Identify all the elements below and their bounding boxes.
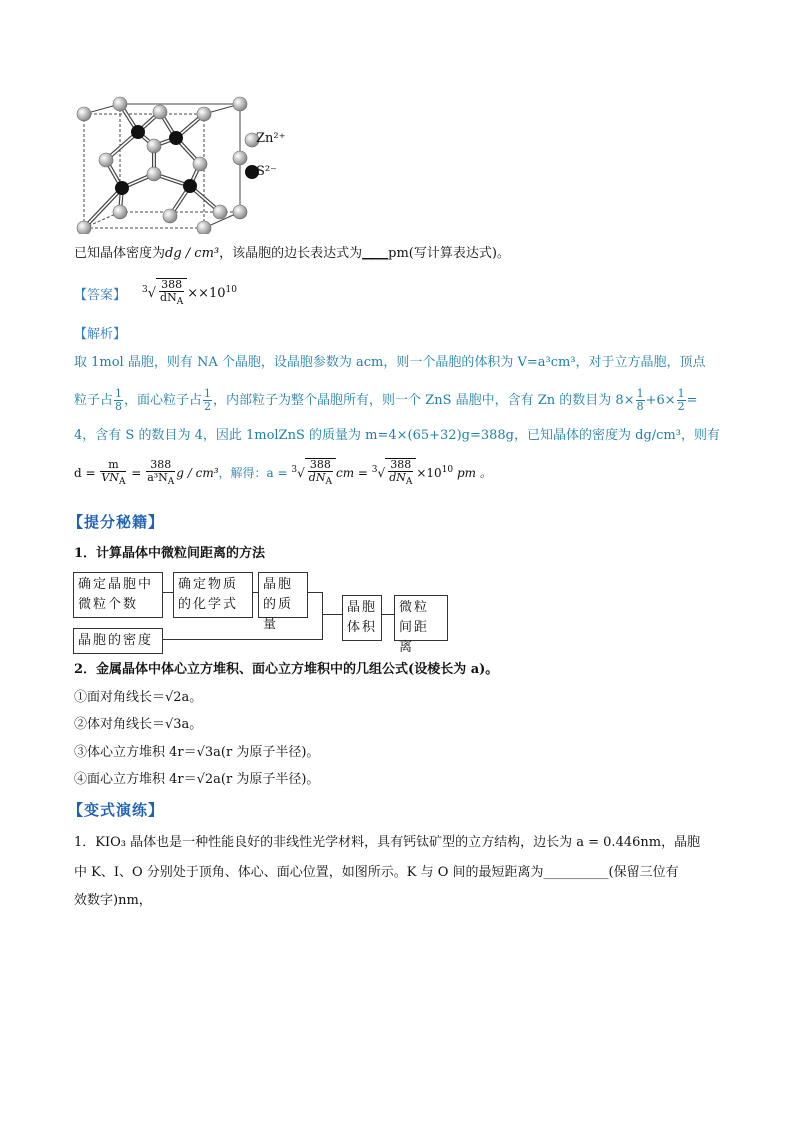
analysis-line-3: 4，含有 S 的数目为 4，因此 1molZnS 的质量为 m=4×(65+32)g=388g，已知晶体的密度为 dg/cm³，则有 <box>74 428 720 443</box>
analysis-text-2d: +6× <box>645 393 676 408</box>
flow-connector <box>322 592 323 639</box>
flow-box-2 <box>173 572 253 618</box>
flow-box-6 <box>394 595 448 655</box>
question-text-3: pm(写计算表达式)。 <box>388 246 510 261</box>
frac-denominator: dN <box>389 471 406 484</box>
answer-label: 【答案】 <box>74 288 127 303</box>
analysis-text-2e: = <box>686 393 698 408</box>
density-expr: dg / cm³ <box>165 246 220 261</box>
answer-blank: ____ <box>362 246 389 261</box>
sub-a: A <box>167 477 175 488</box>
formula-3: ③体心立方堆积 4r＝√3a(r 为原子半径)。 <box>74 745 320 760</box>
frac-numerator: 1 <box>636 387 644 400</box>
legend-zn-label: Zn²⁺ <box>256 131 286 146</box>
eq-sign: = <box>357 466 368 481</box>
flow-connector <box>163 592 173 593</box>
frac-denominator: 2 <box>204 400 212 413</box>
answer-denominator-sub: A <box>176 297 184 308</box>
flow-box-4-label: 晶胞的密度 <box>78 633 154 648</box>
frac-numerator: 1 <box>204 387 212 400</box>
unit-cm: cm <box>335 466 355 481</box>
times-ten: ×10 <box>416 466 442 481</box>
sub-a: A <box>325 477 332 488</box>
analysis-label: 【解析】 <box>74 327 127 342</box>
frac-numerator: 388 <box>146 459 175 472</box>
practice-question-line-2: 中 K、I、O 分别处于顶角、体心、面心位置，如图所示。K 与 O 间的最短距离为__________(保留三位有 <box>74 865 679 880</box>
answer-suffix: ××10 <box>187 286 226 302</box>
flow-box-1-label: 确定晶胞中微粒个数 <box>78 577 154 612</box>
tips-item-1: 1．计算晶体中微粒间距离的方法 <box>74 546 266 561</box>
flow-box-3-label: 晶胞的质量 <box>263 577 294 632</box>
frac-numerator: 388 <box>388 459 413 472</box>
frac-denominator: VN <box>101 471 119 484</box>
formula-2: ②体对角线长＝√3a。 <box>74 717 203 732</box>
exponent: 10 <box>441 465 454 476</box>
answer-expression: $^3$√ $\frac{388}{dN_A}$ $\times\times 10^{10}$ <box>142 278 237 308</box>
unit-pm: pm 。 <box>456 466 492 481</box>
sub-a: A <box>118 477 126 488</box>
frac-denominator: 8 <box>636 400 644 413</box>
frac-numerator: 1 <box>115 387 123 400</box>
frac-denominator: 8 <box>115 400 123 413</box>
flow-box-4 <box>73 628 163 654</box>
frac-numerator: m <box>100 459 126 472</box>
eq-sign: = <box>131 466 142 481</box>
flow-connector <box>382 614 394 615</box>
analysis-text-2a: 粒子占 <box>74 393 114 408</box>
frac-numerator: 388 <box>308 459 333 472</box>
frac-numerator: 1 <box>677 387 685 400</box>
answer-numerator: 388 <box>159 279 184 292</box>
flow-box-6-label: 微粒间距离 <box>399 600 430 655</box>
sub-a: A <box>405 477 413 488</box>
frac-denominator: dN <box>308 471 326 484</box>
question-text-1: 已知晶体密度为 <box>74 246 166 261</box>
analysis-text-2c: ，内部粒子为整个晶胞所有，则一个 ZnS 晶胞中，含有 Zn 的数目为 8× <box>213 393 635 408</box>
flow-connector <box>322 614 342 615</box>
analysis-line-1: 取 1mol 晶胞，则有 NA 个晶胞，设晶胞参数为 acm，则一个晶胞的体积为 V=a³cm³，对于立方晶胞，顶点 <box>74 355 706 370</box>
analysis-line-4: d = $\frac{m}{VN_A}$ = $\frac{388}{a^3N_A}$ g / cm³，解得：a = $^3$√ $\frac{388}{dN_A}$ cm = $^3$√ $\frac{388}{dN_A}$ $\times 10^{10}$ pm 。 <box>74 458 492 488</box>
practice-question-line-1: 1．KIO₃ 晶体也是一种性能良好的非线性光学材料，具有钙钛矿型的立方结构，边长为 a = 0.446nm，晶胞 <box>74 835 701 850</box>
frac-denominator: a³N <box>147 471 168 484</box>
answer-denominator: dN <box>160 291 177 304</box>
flow-box-5-label: 晶胞体积 <box>347 600 378 635</box>
answer-exponent: 10 <box>225 284 237 295</box>
practice-question-line-3: 效数字)nm， <box>74 893 152 908</box>
flow-box-2-label: 确定物质的化学式 <box>178 577 239 612</box>
question-text-2: ，该晶胞的边长表达式为 <box>219 246 363 261</box>
question-line <box>74 244 510 264</box>
solve-text: ，解得：a = <box>218 466 288 481</box>
analysis-line-2 <box>74 388 698 413</box>
tips-title: 【提分秘籍】 <box>68 513 165 531</box>
flow-connector <box>308 592 322 593</box>
frac-denominator: 2 <box>677 400 685 413</box>
practice-title: 【变式演练】 <box>68 801 165 819</box>
tips-item-2: 2．金属晶体中体心立方堆积、面心立方堆积中的几组公式(设棱长为 a)。 <box>74 662 499 677</box>
analysis-text-2b: ，面心粒子占 <box>124 393 203 408</box>
flow-box-3 <box>258 572 308 632</box>
legend-s-label: S²⁻ <box>256 164 277 179</box>
flow-box-5 <box>342 595 382 641</box>
flow-box-1 <box>73 572 163 618</box>
eq-d: d = <box>74 466 96 481</box>
unit: g / cm³ <box>176 466 219 481</box>
formula-4: ④面心立方堆积 4r＝√2a(r 为原子半径)。 <box>74 772 320 787</box>
flow-connector <box>163 639 323 640</box>
root-index: 3 <box>142 284 148 295</box>
formula-1: ①面对角线长＝√2a。 <box>74 690 203 705</box>
